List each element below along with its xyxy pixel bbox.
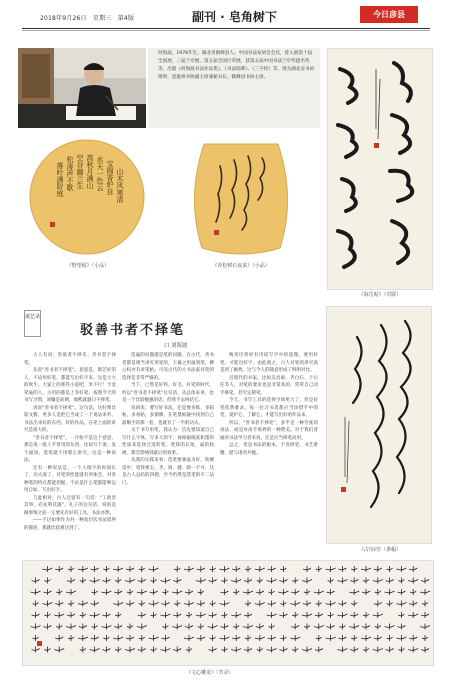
essay-column-3: 梅尧臣曾经有诗说写字中的道理，要用好笔，才能出好字。由此观之，古人对笔的讲究真是到了极致，这与今人的随意形成了鲜明对比。 近现代的书家，比如吴昌硕、齐白石、于右任等人，对笔的要求也是非常高的，常常自己动手修笔，甚至定制笔。 今天，书写工具的选择空间更大了，但是好笔依然难求，每一位习书者都应当珍惜手中的笔，爱护它，了解它，才能写出好的作品来。 所以，"善书者不择笔"，多半是一种夸张的说法，或是对高手境界的一种赞美。对于我们普通的书法学习者来说，还是应当择笔而用。 总之，笔是书法的根本，不善择笔，书艺难精。愿与诸君共勉。 bbox=[220, 353, 318, 456]
author-name: 刘海波 bbox=[171, 343, 188, 349]
scroll-panel bbox=[326, 306, 432, 544]
strip-caption: 《文心雕龙》（节录） bbox=[186, 670, 234, 676]
svg-text:水天一色云: 水天一色云 bbox=[96, 156, 104, 191]
fan-right-caption: 《青松树石夜来》（小品） bbox=[212, 263, 270, 269]
svg-text:高秋月满山: 高秋月满山 bbox=[86, 154, 94, 189]
artist-bio: 何海波，1978年生，湖北省鹤峰县人。中国书法家协会会员，曾入展第十届全国展、三届兰亭展、第五届全国行草展，获第五届中国书法兰亭奖提名奖等。出版《何海波书法作品集》、《书法临摹》、《三字经》等。现为湖北省书协理事，恩施州书协副主席兼秘书长。鹤峰县书协主席。 bbox=[158, 51, 315, 80]
essay-column-1: 古人有语：善欲者不择禾；善书者不择笔。 先说"善书者不择笔"。意思是，鹤艺好的人，不论用好笔，都能写出好字来。这是大大的吹牛。大家上的那些小道吧，米不行！卡金笔毫的人，古用的都是上等好笔。按照今天的书写习惯，刘墉是前朝，康熙就题曰不择笔。 再说"善书者不择笔"。这句话，这好像比较文雅，更多人是把它当成了一个说法来听，书法出来好的东西，好的作品，在笔上面的讲究是很大的。 "善书者不择笔"，一开始不是这个意思，那是说一般人平常用的东西，比如写个条，发个通知，选笔就不用那么讲究，这是一种说法。 还有一种说法是，一个人练字的时间长了，功夫深了，对笔的性能就有所体会，对各种笔的特点都能把握，不论是什么笔都能够运用自如，写出好字。 与此相对，古人还留有一句话："工欲善其事，必先利其器"。孔子的这句话，说的是做事情之前一定要先有好的工具，书法亦然。 ——不过如果作为对一种高层次书法境界的描述，那就比较难达到了。 bbox=[24, 353, 116, 531]
newspaper-logo: 今日彦县 bbox=[360, 6, 418, 23]
svg-text:落叶满阶庭: 落叶满阶庭 bbox=[56, 162, 64, 197]
author-prefix: 口 bbox=[164, 343, 170, 349]
essay-author bbox=[164, 341, 187, 349]
header-rule-thin bbox=[22, 30, 430, 31]
artist-photo bbox=[18, 48, 146, 128]
svg-text:松涛声不歇: 松涛声不歇 bbox=[66, 156, 74, 191]
essay-column-2: 选毫的问题就是笔的问题。在古代，善书者都是相当讲究用笔的，王羲之用鼠须笔，柳公权亦有求笔帖。可见古代的大书法家对笔的选择是非常严格的。 当下，已然是好料、好毛、好笔的时代。所以"善书者不择笔"这句话，从总体来讲，也是一个比较勉强的话，但我不去纠结它。 说回来，要写好书法，还是要多练，多临帖，多看帖，多揣摩，在笔墨纸砚中找到自己最顺手的那一套，也就有了一半的功夫。 关于书写用笔，我认为：首先要知道自己写什么字体，写多大的字，再根据纸张和墨的性质来选择合适的笔。笔锋的长短，毫的软硬，都会影响到最后的效果。 从我的实践来看：选笔要兼毫为好，软硬适中，笔锋要尖、齐、圆、健，缺一不可，这是古人总结的四德，至今仍然是选笔的不二法门。 bbox=[122, 353, 214, 486]
section-title: 副刊 · 皂角树下 bbox=[192, 10, 277, 24]
column-tag: 谈艺录 bbox=[24, 310, 41, 337]
svg-text:空谷幽兰生: 空谷幽兰生 bbox=[76, 154, 84, 189]
svg-text:宝阁香炉自: 宝阁香炉自 bbox=[106, 160, 114, 195]
fan-left-caption: 《野望帖》（小品） bbox=[66, 263, 110, 269]
fan-calligraphy-right bbox=[184, 138, 298, 258]
scroll-caption: 《古诗词》（条幅） bbox=[358, 547, 402, 553]
issue-date: 2018年9月26日 星期三 第4版 bbox=[40, 15, 135, 22]
svg-text:山木风寒清: 山木风寒清 bbox=[116, 168, 124, 203]
couplet-panel bbox=[327, 48, 433, 290]
strip-calligraphy bbox=[22, 560, 434, 666]
essay-title: 驳善书者不择笔 bbox=[80, 323, 186, 338]
couplet-caption: 《海岳帖》（对联） bbox=[358, 292, 402, 298]
fan-calligraphy-left bbox=[28, 138, 146, 256]
header-rule bbox=[22, 28, 430, 29]
